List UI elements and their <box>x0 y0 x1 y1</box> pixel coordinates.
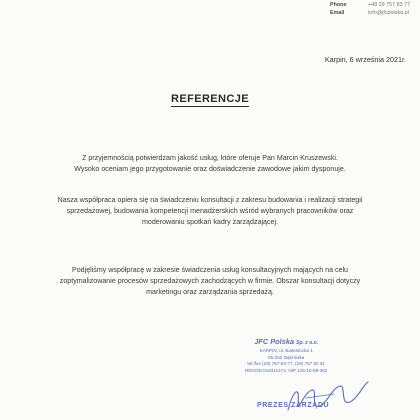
paragraph-line: marketingu oraz zarządzania sprzedażą. <box>146 288 274 296</box>
paragraph-line: Wysoko oceniam jego przygotowanie oraz doświadczenie zawodowe jakim dysponuje. <box>74 165 346 173</box>
paragraph-line: sprzedażowej, budowania kompetencji menadżerskich wśród wybranych pracowników oraz <box>66 207 354 215</box>
stamp-address-1: KARPIN, ul. Bialostocka 1 <box>259 348 313 353</box>
phone-value: +48 29 757 83 77 <box>368 2 411 8</box>
paragraph-line: Nasza współpraca opiera się na świadczeniu konsultacji z zakresu budowania i realizacji strategii <box>57 196 363 204</box>
contact-block <box>330 1 410 17</box>
contact-email-row <box>330 9 410 17</box>
letter-title <box>0 93 420 105</box>
stamp-regon-nip: REGON 016311472, NIP 125-10-98-362 <box>245 367 328 373</box>
letter-date: Karpin, 6 września 2021r. <box>324 55 406 64</box>
stamp-phone-fax: tel./fax (29) 757-83-77, (29) 757 82 01 <box>247 361 325 367</box>
stamp-address-2: 05-252 Dąbrówka <box>268 354 305 360</box>
stamp-company-line <box>245 337 327 348</box>
stamp-company-suffix: Sp. z o.o. <box>296 340 319 346</box>
letter-title-text: REFERENCJE <box>171 93 249 105</box>
paragraph-2 <box>0 195 420 228</box>
paragraph-line: moderowaniu spotkań kadry zarządzającej. <box>141 218 279 226</box>
paragraph-line: Podjęliśmy współpracę w zakresie świadczenia usług konsultacyjnych mających na celu <box>72 266 348 274</box>
handwritten-signature <box>270 380 390 420</box>
paragraph-3 <box>0 265 420 298</box>
email-label: Email <box>330 10 345 16</box>
paragraph-line: zoptymalizowanie procesów sprzedażowych zachodzących w firmie. Obszar konsultacji dotyczy <box>59 277 361 285</box>
signatory-title: PREZES ZARZĄDU <box>257 402 330 409</box>
company-stamp <box>245 337 327 374</box>
paragraph-1 <box>0 153 420 175</box>
email-value: info@jfcpolska.pl <box>368 10 409 16</box>
stamp-company-name: JFC Polska <box>254 337 295 346</box>
phone-label: Phone <box>330 2 347 8</box>
contact-phone-row <box>330 1 410 9</box>
paragraph-line: Z przyjemnością potwierdzam jakość usług, które oferuje Pan Marcin Kruszewski. <box>82 154 338 162</box>
